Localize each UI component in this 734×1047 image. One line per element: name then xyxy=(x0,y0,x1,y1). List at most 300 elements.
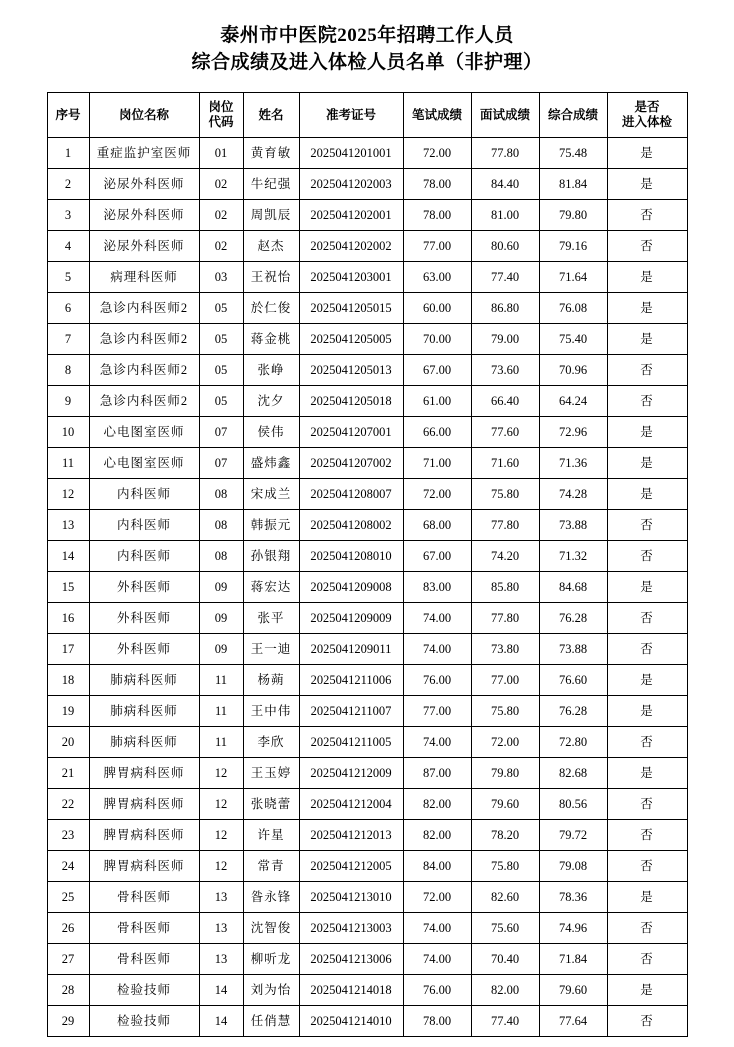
cell-written: 77.00 xyxy=(403,696,471,727)
cell-interview: 77.40 xyxy=(471,1006,539,1037)
cell-written: 72.00 xyxy=(403,138,471,169)
cell-physical: 是 xyxy=(607,262,687,293)
column-header-written: 笔试成绩 xyxy=(403,93,471,138)
cell-total: 79.16 xyxy=(539,231,607,262)
cell-total: 75.40 xyxy=(539,324,607,355)
column-header-physical-line1: 是否 xyxy=(634,100,660,114)
cell-interview: 77.80 xyxy=(471,510,539,541)
cell-written: 67.00 xyxy=(403,355,471,386)
cell-ticket: 2025041209011 xyxy=(299,634,403,665)
cell-post-code: 11 xyxy=(199,696,243,727)
cell-post-name: 急诊内科医师2 xyxy=(89,324,199,355)
cell-index: 14 xyxy=(47,541,89,572)
cell-ticket: 2025041202003 xyxy=(299,169,403,200)
cell-interview: 75.80 xyxy=(471,479,539,510)
cell-total: 79.72 xyxy=(539,820,607,851)
cell-written: 67.00 xyxy=(403,541,471,572)
cell-total: 74.28 xyxy=(539,479,607,510)
cell-physical: 是 xyxy=(607,696,687,727)
table-row xyxy=(47,386,687,417)
cell-interview: 78.20 xyxy=(471,820,539,851)
cell-total: 71.32 xyxy=(539,541,607,572)
cell-post-code: 01 xyxy=(199,138,243,169)
cell-physical: 否 xyxy=(607,851,687,882)
cell-physical: 否 xyxy=(607,200,687,231)
table-row xyxy=(47,975,687,1006)
cell-index: 11 xyxy=(47,448,89,479)
cell-name: 盛炜鑫 xyxy=(243,448,299,479)
cell-physical: 是 xyxy=(607,138,687,169)
cell-post-name: 泌尿外科医师 xyxy=(89,169,199,200)
table-row xyxy=(47,665,687,696)
cell-physical: 是 xyxy=(607,324,687,355)
cell-name: 刘为怡 xyxy=(243,975,299,1006)
cell-ticket: 2025041208002 xyxy=(299,510,403,541)
cell-ticket: 2025041212009 xyxy=(299,758,403,789)
cell-written: 72.00 xyxy=(403,882,471,913)
table-row xyxy=(47,479,687,510)
column-header-physical-line2: 进入体检 xyxy=(621,115,672,129)
cell-index: 25 xyxy=(47,882,89,913)
cell-interview: 72.00 xyxy=(471,727,539,758)
cell-index: 26 xyxy=(47,913,89,944)
table-row xyxy=(47,1006,687,1037)
cell-index: 4 xyxy=(47,231,89,262)
cell-post-code: 12 xyxy=(199,789,243,820)
cell-name: 於仁俊 xyxy=(243,293,299,324)
cell-interview: 70.40 xyxy=(471,944,539,975)
cell-written: 68.00 xyxy=(403,510,471,541)
cell-post-code: 05 xyxy=(199,293,243,324)
cell-total: 79.60 xyxy=(539,975,607,1006)
cell-total: 75.48 xyxy=(539,138,607,169)
cell-total: 79.08 xyxy=(539,851,607,882)
cell-physical: 是 xyxy=(607,572,687,603)
cell-index: 15 xyxy=(47,572,89,603)
column-header-physical xyxy=(607,93,687,138)
cell-ticket: 2025041211007 xyxy=(299,696,403,727)
cell-name: 蒋金桃 xyxy=(243,324,299,355)
cell-ticket: 2025041207002 xyxy=(299,448,403,479)
cell-post-name: 肺病科医师 xyxy=(89,665,199,696)
cell-total: 82.68 xyxy=(539,758,607,789)
table-row xyxy=(47,293,687,324)
cell-name: 任俏慧 xyxy=(243,1006,299,1037)
cell-post-code: 08 xyxy=(199,510,243,541)
cell-post-code: 13 xyxy=(199,882,243,913)
column-header-name: 姓名 xyxy=(243,93,299,138)
cell-total: 71.84 xyxy=(539,944,607,975)
cell-index: 16 xyxy=(47,603,89,634)
column-header-post-name: 岗位名称 xyxy=(89,93,199,138)
cell-total: 73.88 xyxy=(539,634,607,665)
cell-physical: 否 xyxy=(607,1006,687,1037)
page-title xyxy=(46,22,688,76)
cell-name: 赵杰 xyxy=(243,231,299,262)
cell-index: 2 xyxy=(47,169,89,200)
cell-written: 78.00 xyxy=(403,1006,471,1037)
cell-ticket: 2025041214018 xyxy=(299,975,403,1006)
table-header-row xyxy=(47,93,687,138)
cell-ticket: 2025041205018 xyxy=(299,386,403,417)
cell-index: 19 xyxy=(47,696,89,727)
cell-ticket: 2025041205013 xyxy=(299,355,403,386)
cell-written: 66.00 xyxy=(403,417,471,448)
cell-post-code: 09 xyxy=(199,603,243,634)
cell-post-name: 骨科医师 xyxy=(89,882,199,913)
cell-physical: 是 xyxy=(607,479,687,510)
cell-post-code: 11 xyxy=(199,727,243,758)
cell-post-code: 03 xyxy=(199,262,243,293)
table-row xyxy=(47,138,687,169)
cell-name: 昝永锋 xyxy=(243,882,299,913)
cell-index: 12 xyxy=(47,479,89,510)
cell-physical: 是 xyxy=(607,665,687,696)
cell-post-name: 外科医师 xyxy=(89,634,199,665)
cell-post-name: 内科医师 xyxy=(89,541,199,572)
cell-post-code: 07 xyxy=(199,417,243,448)
cell-name: 周凯辰 xyxy=(243,200,299,231)
cell-written: 72.00 xyxy=(403,479,471,510)
cell-written: 82.00 xyxy=(403,789,471,820)
cell-name: 张峥 xyxy=(243,355,299,386)
table-body xyxy=(47,138,687,1037)
cell-ticket: 2025041209008 xyxy=(299,572,403,603)
cell-name: 王一迪 xyxy=(243,634,299,665)
cell-ticket: 2025041203001 xyxy=(299,262,403,293)
cell-post-name: 内科医师 xyxy=(89,479,199,510)
table-row xyxy=(47,758,687,789)
table-row xyxy=(47,231,687,262)
cell-interview: 77.80 xyxy=(471,603,539,634)
table-row xyxy=(47,603,687,634)
table-row xyxy=(47,510,687,541)
cell-ticket: 2025041211006 xyxy=(299,665,403,696)
table-row xyxy=(47,820,687,851)
cell-post-name: 骨科医师 xyxy=(89,913,199,944)
cell-interview: 77.40 xyxy=(471,262,539,293)
cell-ticket: 2025041205015 xyxy=(299,293,403,324)
cell-index: 1 xyxy=(47,138,89,169)
cell-physical: 否 xyxy=(607,541,687,572)
cell-physical: 否 xyxy=(607,944,687,975)
cell-total: 76.60 xyxy=(539,665,607,696)
cell-written: 87.00 xyxy=(403,758,471,789)
cell-written: 84.00 xyxy=(403,851,471,882)
cell-name: 牛纪强 xyxy=(243,169,299,200)
cell-index: 10 xyxy=(47,417,89,448)
cell-index: 24 xyxy=(47,851,89,882)
cell-physical: 是 xyxy=(607,417,687,448)
cell-index: 3 xyxy=(47,200,89,231)
cell-index: 27 xyxy=(47,944,89,975)
cell-post-code: 02 xyxy=(199,169,243,200)
results-table xyxy=(47,92,688,1037)
cell-interview: 79.60 xyxy=(471,789,539,820)
cell-interview: 84.40 xyxy=(471,169,539,200)
cell-interview: 73.60 xyxy=(471,355,539,386)
cell-post-code: 08 xyxy=(199,541,243,572)
cell-physical: 否 xyxy=(607,820,687,851)
cell-post-name: 肺病科医师 xyxy=(89,696,199,727)
cell-index: 28 xyxy=(47,975,89,1006)
table-row xyxy=(47,448,687,479)
cell-total: 78.36 xyxy=(539,882,607,913)
cell-post-code: 05 xyxy=(199,355,243,386)
cell-name: 蒋宏达 xyxy=(243,572,299,603)
cell-index: 9 xyxy=(47,386,89,417)
cell-post-code: 14 xyxy=(199,1006,243,1037)
cell-post-code: 12 xyxy=(199,851,243,882)
cell-post-name: 病理科医师 xyxy=(89,262,199,293)
table-row xyxy=(47,634,687,665)
cell-name: 张平 xyxy=(243,603,299,634)
cell-interview: 85.80 xyxy=(471,572,539,603)
cell-total: 74.96 xyxy=(539,913,607,944)
column-header-index: 序号 xyxy=(47,93,89,138)
cell-post-code: 02 xyxy=(199,231,243,262)
cell-total: 81.84 xyxy=(539,169,607,200)
cell-interview: 80.60 xyxy=(471,231,539,262)
cell-written: 70.00 xyxy=(403,324,471,355)
cell-total: 72.80 xyxy=(539,727,607,758)
cell-post-name: 检验技师 xyxy=(89,975,199,1006)
cell-interview: 75.80 xyxy=(471,851,539,882)
cell-written: 74.00 xyxy=(403,727,471,758)
cell-name: 李欣 xyxy=(243,727,299,758)
cell-post-code: 11 xyxy=(199,665,243,696)
cell-total: 76.28 xyxy=(539,603,607,634)
table-row xyxy=(47,200,687,231)
cell-physical: 否 xyxy=(607,355,687,386)
cell-post-name: 泌尿外科医师 xyxy=(89,231,199,262)
cell-total: 80.56 xyxy=(539,789,607,820)
cell-total: 71.36 xyxy=(539,448,607,479)
cell-written: 71.00 xyxy=(403,448,471,479)
cell-ticket: 2025041213003 xyxy=(299,913,403,944)
cell-index: 20 xyxy=(47,727,89,758)
cell-name: 王中伟 xyxy=(243,696,299,727)
cell-interview: 71.60 xyxy=(471,448,539,479)
cell-index: 5 xyxy=(47,262,89,293)
cell-total: 77.64 xyxy=(539,1006,607,1037)
cell-ticket: 2025041207001 xyxy=(299,417,403,448)
cell-physical: 是 xyxy=(607,169,687,200)
cell-written: 63.00 xyxy=(403,262,471,293)
cell-post-name: 肺病科医师 xyxy=(89,727,199,758)
table-row xyxy=(47,417,687,448)
cell-name: 常青 xyxy=(243,851,299,882)
cell-total: 72.96 xyxy=(539,417,607,448)
column-header-post-code xyxy=(199,93,243,138)
cell-index: 7 xyxy=(47,324,89,355)
cell-ticket: 2025041208010 xyxy=(299,541,403,572)
cell-index: 21 xyxy=(47,758,89,789)
cell-post-name: 脾胃病科医师 xyxy=(89,789,199,820)
cell-interview: 82.60 xyxy=(471,882,539,913)
cell-interview: 75.80 xyxy=(471,696,539,727)
cell-interview: 79.80 xyxy=(471,758,539,789)
cell-interview: 75.60 xyxy=(471,913,539,944)
cell-ticket: 2025041212013 xyxy=(299,820,403,851)
cell-name: 宋成兰 xyxy=(243,479,299,510)
column-header-ticket: 准考证号 xyxy=(299,93,403,138)
cell-interview: 77.00 xyxy=(471,665,539,696)
cell-total: 76.28 xyxy=(539,696,607,727)
cell-written: 82.00 xyxy=(403,820,471,851)
cell-post-name: 急诊内科医师2 xyxy=(89,386,199,417)
cell-name: 沈夕 xyxy=(243,386,299,417)
cell-name: 王祝怡 xyxy=(243,262,299,293)
cell-written: 74.00 xyxy=(403,634,471,665)
cell-interview: 79.00 xyxy=(471,324,539,355)
cell-ticket: 2025041214010 xyxy=(299,1006,403,1037)
table-row xyxy=(47,541,687,572)
cell-ticket: 2025041208007 xyxy=(299,479,403,510)
cell-total: 84.68 xyxy=(539,572,607,603)
cell-name: 韩振元 xyxy=(243,510,299,541)
cell-name: 孙银翔 xyxy=(243,541,299,572)
table-row xyxy=(47,789,687,820)
cell-interview: 66.40 xyxy=(471,386,539,417)
cell-post-name: 心电图室医师 xyxy=(89,448,199,479)
cell-post-code: 08 xyxy=(199,479,243,510)
table-row xyxy=(47,727,687,758)
cell-post-name: 检验技师 xyxy=(89,1006,199,1037)
cell-total: 70.96 xyxy=(539,355,607,386)
cell-index: 13 xyxy=(47,510,89,541)
cell-total: 79.80 xyxy=(539,200,607,231)
cell-post-code: 02 xyxy=(199,200,243,231)
cell-index: 6 xyxy=(47,293,89,324)
cell-interview: 77.80 xyxy=(471,138,539,169)
table-row xyxy=(47,355,687,386)
cell-written: 78.00 xyxy=(403,169,471,200)
cell-written: 74.00 xyxy=(403,944,471,975)
column-header-interview: 面试成绩 xyxy=(471,93,539,138)
cell-name: 许星 xyxy=(243,820,299,851)
cell-name: 侯伟 xyxy=(243,417,299,448)
table-row xyxy=(47,851,687,882)
cell-written: 60.00 xyxy=(403,293,471,324)
cell-ticket: 2025041202001 xyxy=(299,200,403,231)
cell-written: 61.00 xyxy=(403,386,471,417)
cell-index: 22 xyxy=(47,789,89,820)
cell-written: 74.00 xyxy=(403,603,471,634)
cell-post-code: 09 xyxy=(199,572,243,603)
cell-index: 18 xyxy=(47,665,89,696)
cell-written: 74.00 xyxy=(403,913,471,944)
cell-post-name: 脾胃病科医师 xyxy=(89,851,199,882)
cell-physical: 否 xyxy=(607,789,687,820)
cell-name: 王玉婷 xyxy=(243,758,299,789)
cell-post-name: 急诊内科医师2 xyxy=(89,355,199,386)
cell-index: 29 xyxy=(47,1006,89,1037)
cell-physical: 否 xyxy=(607,386,687,417)
column-header-post-code-line2: 代码 xyxy=(208,115,234,129)
cell-post-name: 外科医师 xyxy=(89,603,199,634)
cell-post-name: 重症监护室医师 xyxy=(89,138,199,169)
cell-ticket: 2025041205005 xyxy=(299,324,403,355)
cell-physical: 否 xyxy=(607,727,687,758)
cell-post-code: 12 xyxy=(199,820,243,851)
cell-total: 76.08 xyxy=(539,293,607,324)
title-line-1: 泰州市中医院2025年招聘工作人员 xyxy=(220,25,514,46)
table-row xyxy=(47,169,687,200)
cell-post-code: 09 xyxy=(199,634,243,665)
cell-physical: 否 xyxy=(607,913,687,944)
cell-physical: 是 xyxy=(607,758,687,789)
table-row xyxy=(47,324,687,355)
cell-index: 23 xyxy=(47,820,89,851)
cell-post-name: 外科医师 xyxy=(89,572,199,603)
cell-ticket: 2025041213006 xyxy=(299,944,403,975)
cell-name: 沈智俊 xyxy=(243,913,299,944)
table-row xyxy=(47,572,687,603)
cell-ticket: 2025041202002 xyxy=(299,231,403,262)
cell-physical: 是 xyxy=(607,448,687,479)
cell-index: 17 xyxy=(47,634,89,665)
cell-physical: 是 xyxy=(607,293,687,324)
cell-post-name: 脾胃病科医师 xyxy=(89,820,199,851)
cell-index: 8 xyxy=(47,355,89,386)
cell-post-code: 13 xyxy=(199,913,243,944)
cell-ticket: 2025041209009 xyxy=(299,603,403,634)
cell-total: 71.64 xyxy=(539,262,607,293)
cell-interview: 86.80 xyxy=(471,293,539,324)
title-line-2: 综合成绩及进入体检人员名单（非护理） xyxy=(191,52,543,73)
cell-interview: 82.00 xyxy=(471,975,539,1006)
column-header-total: 综合成绩 xyxy=(539,93,607,138)
cell-post-name: 脾胃病科医师 xyxy=(89,758,199,789)
cell-ticket: 2025041213010 xyxy=(299,882,403,913)
cell-post-code: 12 xyxy=(199,758,243,789)
cell-interview: 81.00 xyxy=(471,200,539,231)
cell-interview: 77.60 xyxy=(471,417,539,448)
cell-post-name: 泌尿外科医师 xyxy=(89,200,199,231)
cell-post-name: 骨科医师 xyxy=(89,944,199,975)
cell-post-code: 05 xyxy=(199,324,243,355)
cell-physical: 否 xyxy=(607,510,687,541)
table-row xyxy=(47,882,687,913)
cell-physical: 是 xyxy=(607,882,687,913)
cell-name: 张晓蕾 xyxy=(243,789,299,820)
cell-total: 64.24 xyxy=(539,386,607,417)
cell-post-code: 05 xyxy=(199,386,243,417)
cell-post-name: 急诊内科医师2 xyxy=(89,293,199,324)
table-row xyxy=(47,944,687,975)
cell-written: 76.00 xyxy=(403,975,471,1006)
cell-physical: 否 xyxy=(607,634,687,665)
cell-written: 78.00 xyxy=(403,200,471,231)
cell-post-name: 内科医师 xyxy=(89,510,199,541)
cell-post-code: 07 xyxy=(199,448,243,479)
cell-written: 76.00 xyxy=(403,665,471,696)
cell-ticket: 2025041201001 xyxy=(299,138,403,169)
cell-ticket: 2025041211005 xyxy=(299,727,403,758)
cell-physical: 是 xyxy=(607,975,687,1006)
cell-ticket: 2025041212004 xyxy=(299,789,403,820)
cell-name: 柳听龙 xyxy=(243,944,299,975)
cell-physical: 否 xyxy=(607,231,687,262)
cell-post-code: 13 xyxy=(199,944,243,975)
cell-name: 黄育敏 xyxy=(243,138,299,169)
column-header-post-code-line1: 岗位 xyxy=(208,100,234,114)
cell-physical: 否 xyxy=(607,603,687,634)
table-row xyxy=(47,262,687,293)
cell-post-name: 心电图室医师 xyxy=(89,417,199,448)
table-row xyxy=(47,696,687,727)
